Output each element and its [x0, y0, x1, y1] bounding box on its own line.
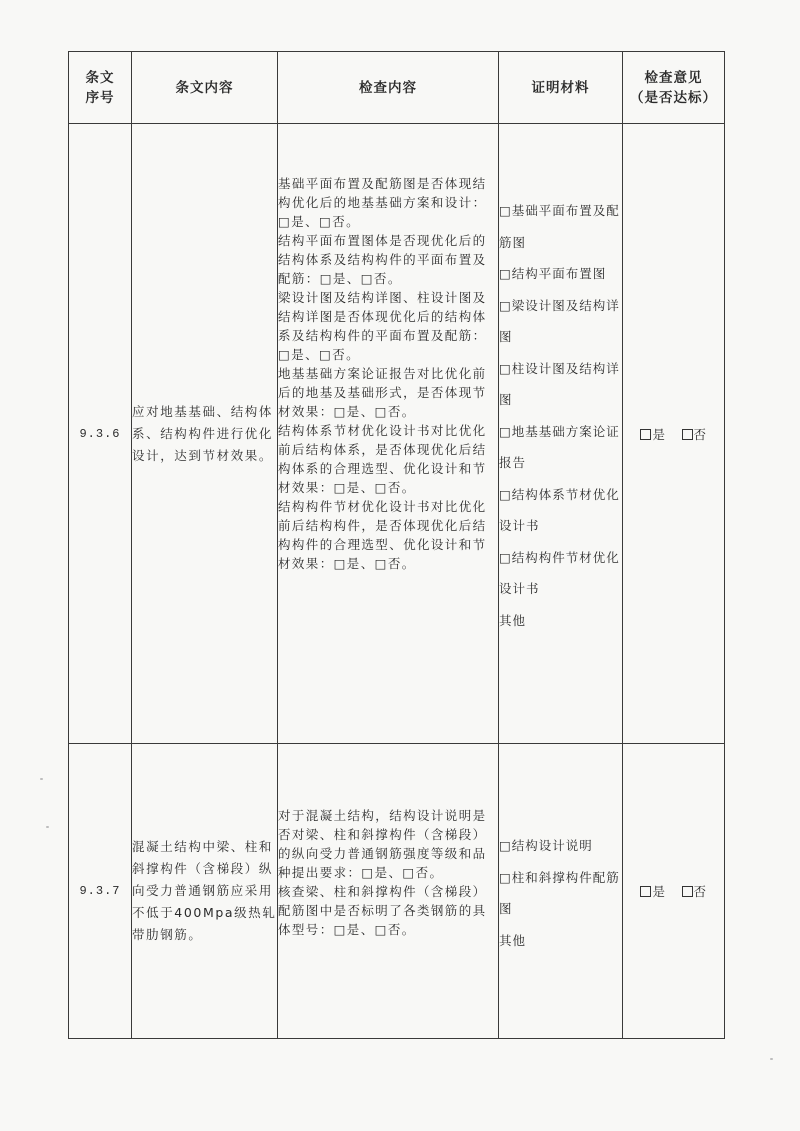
- table-header-row: [69, 52, 725, 124]
- opinion-yes-option[interactable]: 是: [640, 884, 665, 899]
- check-paragraph: 基础平面布置及配筋图是否体现结构优化后的地基基础方案和设计：□是、□否。: [278, 176, 487, 229]
- checkbox-icon[interactable]: [682, 886, 693, 897]
- check-content: [278, 744, 499, 1039]
- checkbox-icon[interactable]: [640, 886, 651, 897]
- header-clause-content: 条文内容: [132, 52, 278, 124]
- evidence-list: [499, 124, 623, 744]
- clause-number: 9.3.7: [69, 744, 132, 1039]
- evidence-item: □结构构件节材优化设计书: [499, 549, 620, 596]
- scan-speck: [770, 1058, 773, 1060]
- evidence-item: □结构平面布置图: [499, 266, 607, 281]
- check-paragraph: 对于混凝土结构，结构设计说明是否对梁、柱和斜撑构件（含梯段）的纵向受力普通钢筋强度等级和品种提出要求：□是、□否。: [278, 808, 487, 880]
- scan-speck: [40, 778, 43, 780]
- evidence-item: 其他: [499, 932, 527, 948]
- evidence-item: □地基基础方案论证报告: [499, 423, 620, 470]
- inspection-table: [68, 51, 725, 1039]
- checkbox-icon[interactable]: [640, 429, 651, 440]
- clause-content: 混凝土结构中梁、柱和斜撑构件（含梯段）纵向受力普通钢筋应采用不低于400Mpa级热轧带肋钢筋。: [132, 744, 278, 1039]
- evidence-item: □柱设计图及结构详图: [499, 360, 620, 407]
- header-opinion: 检查意见 （是否达标）: [623, 52, 725, 124]
- check-paragraph: 结构构件节材优化设计书对比优化前后结构构件，是否体现优化后结构构件的合理选型、优化设计和节材效果：□是、□否。: [278, 499, 487, 571]
- clause-content: 应对地基基础、结构体系、结构构件进行优化设计，达到节材效果。: [132, 124, 278, 744]
- scan-speck: [46, 826, 49, 828]
- evidence-item: □结构设计说明: [499, 838, 593, 853]
- table-row: [69, 124, 725, 744]
- evidence-item: □结构体系节材优化设计书: [499, 486, 620, 533]
- evidence-item: □基础平面布置及配筋图: [499, 203, 620, 250]
- evidence-item: □柱和斜撑构件配筋图: [499, 869, 620, 916]
- evidence-item: □梁设计图及结构详图: [499, 297, 620, 344]
- opinion-no-option[interactable]: 否: [682, 427, 707, 442]
- opinion-cell: [623, 124, 725, 744]
- clause-number: 9.3.6: [69, 124, 132, 744]
- table-row: [69, 744, 725, 1039]
- check-paragraph: 结构体系节材优化设计书对比优化前后结构体系，是否体现优化后结构体系的合理选型、优化设计和节材效果：□是、□否。: [278, 423, 487, 495]
- checkbox-icon[interactable]: [682, 429, 693, 440]
- opinion-no-option[interactable]: 否: [682, 884, 707, 899]
- header-clause-number: 条文 序号: [69, 52, 132, 124]
- evidence-list: [499, 744, 623, 1039]
- check-paragraph: 核查梁、柱和斜撑构件（含梯段）配筋图中是否标明了各类钢筋的具体型号：□是、□否。: [278, 884, 487, 937]
- check-paragraph: 结构平面布置图体是否现优化后的结构体系及结构构件的平面布置及配筋：□是、□否。: [278, 233, 487, 286]
- check-paragraph: 梁设计图及结构详图、柱设计图及结构详图是否体现优化后的结构体系及结构构件的平面布置及配筋：□是、□否。: [278, 290, 487, 362]
- opinion-cell: [623, 744, 725, 1039]
- check-content: [278, 124, 499, 744]
- header-check-content: 检查内容: [278, 52, 499, 124]
- check-paragraph: 地基基础方案论证报告对比优化前后的地基及基础形式，是否体现节材效果：□是、□否。: [278, 366, 487, 419]
- evidence-item: 其他: [499, 612, 527, 628]
- opinion-yes-option[interactable]: 是: [640, 427, 665, 442]
- header-evidence: 证明材料: [499, 52, 623, 124]
